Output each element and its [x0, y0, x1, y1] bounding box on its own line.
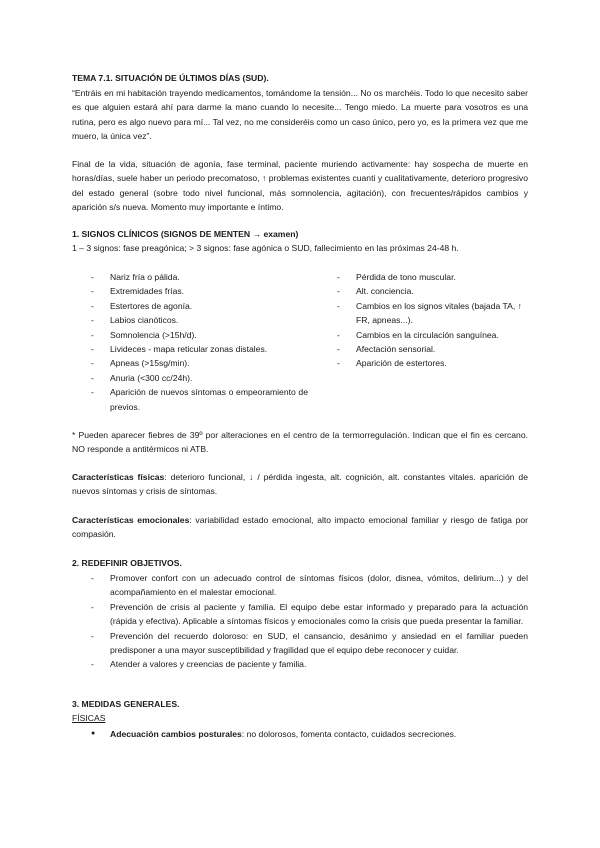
list-item: - Apneas (>15sg/min).: [91, 356, 308, 370]
list-item: - Livideces - mapa reticular zonas distales.: [91, 342, 308, 356]
list-item: - Labios cianóticos.: [91, 313, 308, 327]
signs-heading: 1. SIGNOS CLÍNICOS (SIGNOS DE MENTEN → examen): [72, 229, 299, 239]
list-item: - Alt. conciencia.: [337, 284, 535, 298]
list-item: - Pérdida de tono muscular.: [337, 270, 535, 284]
list-item: - Prevención de crisis al paciente y familia. El equipo debe estar informado y preparado para la actuación (rápida y efectiva). Aplicable a síntomas físicos y emocionales como la crisis que pueda presentar la familiar.: [91, 600, 528, 629]
section-title: TEMA 7.1. SITUACIÓN DE ÚLTIMOS DÍAS (SUD).: [72, 73, 269, 83]
measures-list: [91, 727, 528, 741]
physical-text: : deterioro funcional, ↓ / pérdida ingesta, alt. cognición, alt. constantes vitales. aparición de nuevos síntomas y crisis de síntomas.: [72, 472, 528, 497]
list-item: - Cambios en los signos vitales (bajada TA, ↑ FR, apneas...).: [337, 299, 535, 328]
intro-paragraph: Final de la vida, situación de agonía, fase terminal, paciente muriendo activamente: hay sospecha de muerte en horas/días, suele haber un periodo precomatoso, ↑ problemas existentes cuanti y cualitativamente, deterioro progresivo del estado general (sobre todo nivel funcional, más somnolencia, agitación), con frecuentes/rápidos cambios y aparición s/s nueva. Momento muy importante e íntimo.: [72, 159, 528, 213]
signs-subtitle: 1 – 3 signos: fase preagónica; > 3 signos: fase agónica o SUD, fallecimiento en las próximas 24-48 h.: [72, 243, 459, 253]
list-item: - Cambios en la circulación sanguínea.: [337, 328, 535, 342]
list-item: - Nariz fría o pálida.: [91, 270, 308, 284]
physical-label: Características físicas: [72, 472, 165, 482]
measure-text: : no dolorosos, fomenta contacto, cuidados secreciones.: [241, 729, 457, 739]
list-item: - Somnolencia (>15h/d).: [91, 328, 308, 342]
emotional-characteristics: [72, 513, 528, 542]
emotional-label: Características emocionales: [72, 515, 190, 525]
signs-left-list: [91, 270, 308, 414]
list-item: - Atender a valores y creencias de paciente y familia.: [91, 657, 528, 671]
list-item: - Aparición de estertores.: [337, 356, 535, 370]
measure-label: Adecuación cambios posturales: [110, 729, 242, 739]
list-item: - Extremidades frías.: [91, 284, 308, 298]
list-item: - Prevención del recuerdo doloroso: en SUD, el cansancio, desánimo y ansiedad en el familiar pueden predisponer a una mayor susceptibilidad y fragilidad que el equipo debe reconocer y cuidar.: [91, 629, 528, 658]
list-item: [91, 727, 528, 741]
list-item: - Afectación sensorial.: [337, 342, 535, 356]
patient-quote: “Entráis en mi habitación trayendo medicamentos, tomándome la tensión... No os marchéis. Todo lo que necesito saber es que alguien estará ahí para darme la mano cuando lo necesite... Tengo miedo. La muerte para vosotros es una rutina, pero es algo nuevo para mí... Tal vez, no me consideréis como un caso único, pero yo, es la primera vez que me muero, la única vez”.: [72, 88, 528, 142]
signs-right-list: [337, 270, 535, 371]
objectives-heading: 2. REDEFINIR OBJETIVOS.: [72, 558, 182, 568]
measures-heading: 3. MEDIDAS GENERALES.: [72, 699, 180, 709]
fever-note: * Pueden aparecer fiebres de 39º por alteraciones en el centro de la termorregulación. Indican que el fin es cercano. NO responde a antitérmicos ni ATB.: [72, 430, 528, 455]
measures-subheading: FÍSICAS: [72, 713, 106, 723]
list-item: - Anuria (<300 cc/24h).: [91, 371, 308, 385]
objectives-list: [91, 571, 528, 672]
list-item: - Aparición de nuevos síntomas o empeoramiento de previos.: [91, 385, 308, 414]
list-item: - Promover confort con un adecuado control de síntomas físicos (dolor, disnea, vómitos, delirium...) y del acompañamiento en el malestar emocional.: [91, 571, 528, 600]
list-item: - Estertores de agonía.: [91, 299, 308, 313]
emotional-text: : variabilidad estado emocional, alto impacto emocional familiar y riesgo de fatiga por compasión.: [72, 515, 528, 540]
physical-characteristics: [72, 470, 528, 499]
